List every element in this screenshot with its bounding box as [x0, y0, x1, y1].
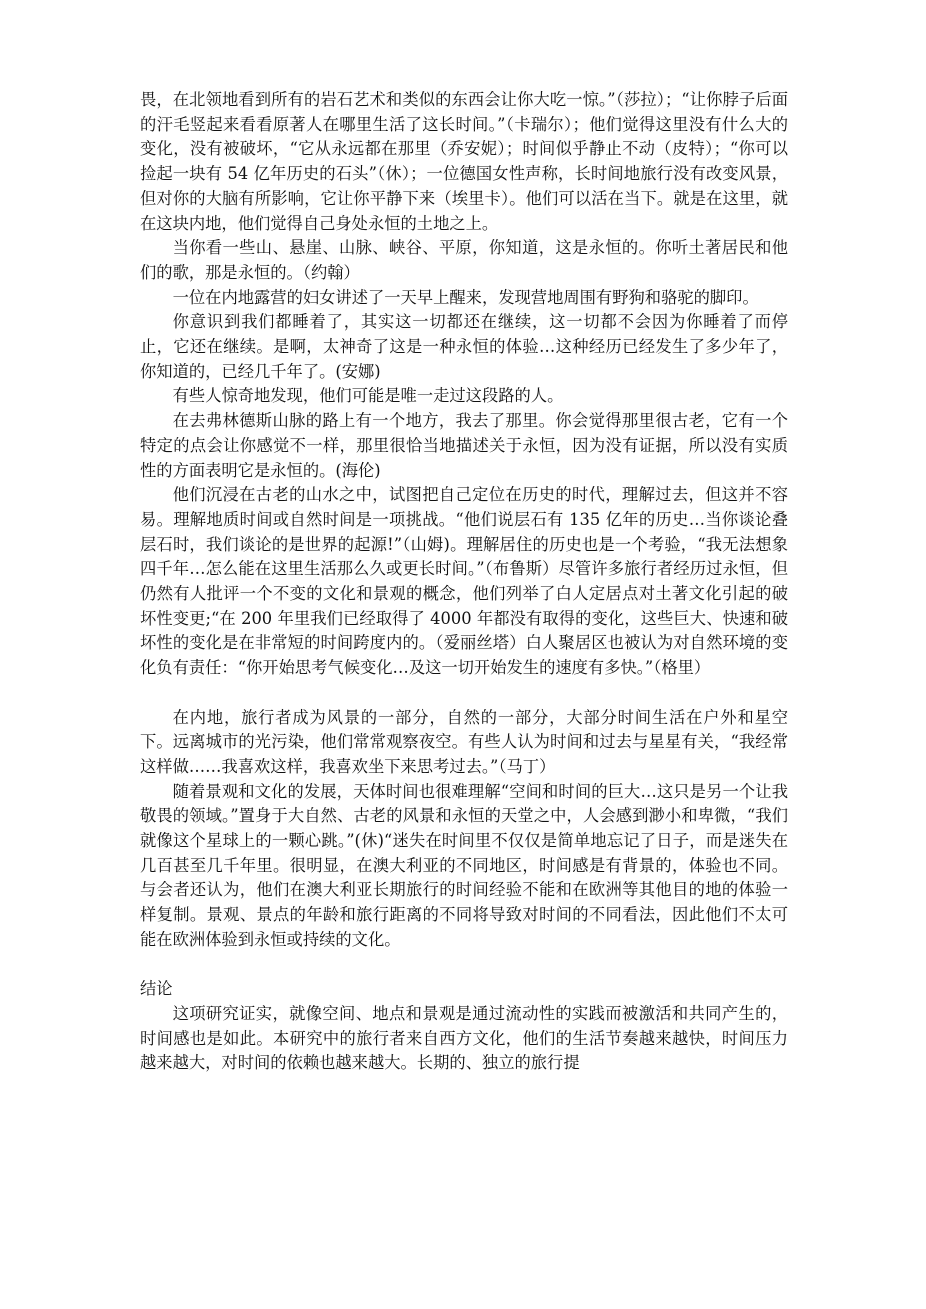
blank-line: [140, 953, 788, 978]
paragraph-quote-helen: 在去弗林德斯山脉的路上有一个地方，我去了那里。你会觉得那里很古老，它有一个特定的点会让你感觉不一样，那里很恰当地描述关于永恒，因为没有证据，所以没有实质性的方面表明它是永恒的。(海伦): [140, 411, 788, 480]
paragraph-camping-woman: 一位在内地露营的妇女讲述了一天早上醒来，发现营地周围有野狗和骆驼的脚印。: [172, 287, 759, 307]
paragraph-geological-time: 他们沉浸在古老的山水之中，试图把自己定位在历史的时代，理解过去，但这并不容易。理解地质时间或自然时间是一项挑战。“他们说层石有 135 亿年的历史…当你谈论叠层石时，我们谈论的是世界的起源!”（山姆)。理解居住的历史也是一个考验，“我无法想象四千年…怎么能在这里生活那么久或更长时间。”（布鲁斯）尽管许多旅行者经历过永恒，但仍然有人批评一个不变的文化和景观的概念，他们列举了白人定居点对土著文化引起的破坏性变更;“在 200 年里我们已经取得了 4000 年都没有取得的变化，这些巨大、快速和破坏性的变化是在非常短的时间跨度内的。（爱丽丝塔）白人聚居区也被认为对自然环境的变化负有责任：“你开始思考气候变化…及这一切开始发生的速度有多快。”（格里）: [140, 485, 788, 678]
paragraph-celestial-time: 随着景观和文化的发展，天体时间也很难理解“空间和时间的巨大…这只是另一个让我敬畏的领域。”置身于大自然、古老的风景和永恒的天堂之中，人会感到渺小和卑微，“我们就像这个星球上的一颗心跳。”(休)“迷失在时间里不仅仅是简单地忘记了日子，而是迷失在几百甚至几千年里。很明显，在澳大利亚的不同地区，时间感是有背景的，体验也不同。与会者还认为，他们在澳大利亚长期旅行的时间经验不能和在欧洲等其他目的地的体验一样复制。景观、景点的年龄和旅行距离的不同将导致对时间的不同看法，因此他们不太可能在欧洲体验到永恒或持续的文化。: [140, 781, 788, 949]
blank-line: [140, 681, 788, 706]
paragraph-conclusion: 这项研究证实，就像空间、地点和景观是通过流动性的实践而被激活和共同产生的，时间感也是如此。本研究中的旅行者来自西方文化，他们的生活节奏越来越快，时间压力越来越大，对时间的依赖也越来越大。长期的、独立的旅行提: [140, 1003, 788, 1073]
paragraph-continuation: 畏，在北领地看到所有的岩石艺术和类似的东西会让你大吃一惊。”（莎拉）；“让你脖子后面的汗毛竖起来看看原著人在哪里生活了这长时间。”（卡瑞尔）；他们觉得这里没有什么大的变化，没有被破坏，“它从永远都在那里（乔安妮）；时间似乎静止不动（皮特）；“你可以捡起一块有 54 亿年历史的石头”（休）；一位德国女性声称，长时间地旅行没有改变风景，但对你的大脑有所影响，它让你平静下来（埃里卡）。他们可以活在当下。就是在这里，就在这块内地，他们觉得自己身处永恒的土地之上。: [140, 90, 788, 233]
paragraph-night-sky: 在内地，旅行者成为风景的一部分，自然的一部分，大部分时间生活在户外和星空下。远离城市的光污染，他们常常观察夜空。有些人认为时间和过去与星星有关，“我经常这样做……我喜欢这样，我喜欢坐下来思考过去。”（马丁）: [140, 707, 788, 776]
paragraph-quote-john: 当你看一些山、悬崖、山脉、峡谷、平原，你知道，这是永恒的。你听土著居民和他们的歌，那是永恒的。（约翰）: [140, 238, 788, 282]
document-page: [140, 88, 788, 1076]
section-heading-conclusion: 结论: [140, 979, 173, 999]
paragraph-only-walker: 有些人惊奇地发现，他们可能是唯一走过这段路的人。: [172, 386, 564, 406]
paragraph-quote-anna: 你意识到我们都睡着了，其实这一切都还在继续，这一切都不会因为你睡着了而停止，它还在继续。是啊，太神奇了这是一种永恒的体验…这种经历已经发生了多少年了，你知道的，已经几千年了。(安娜): [140, 312, 788, 381]
